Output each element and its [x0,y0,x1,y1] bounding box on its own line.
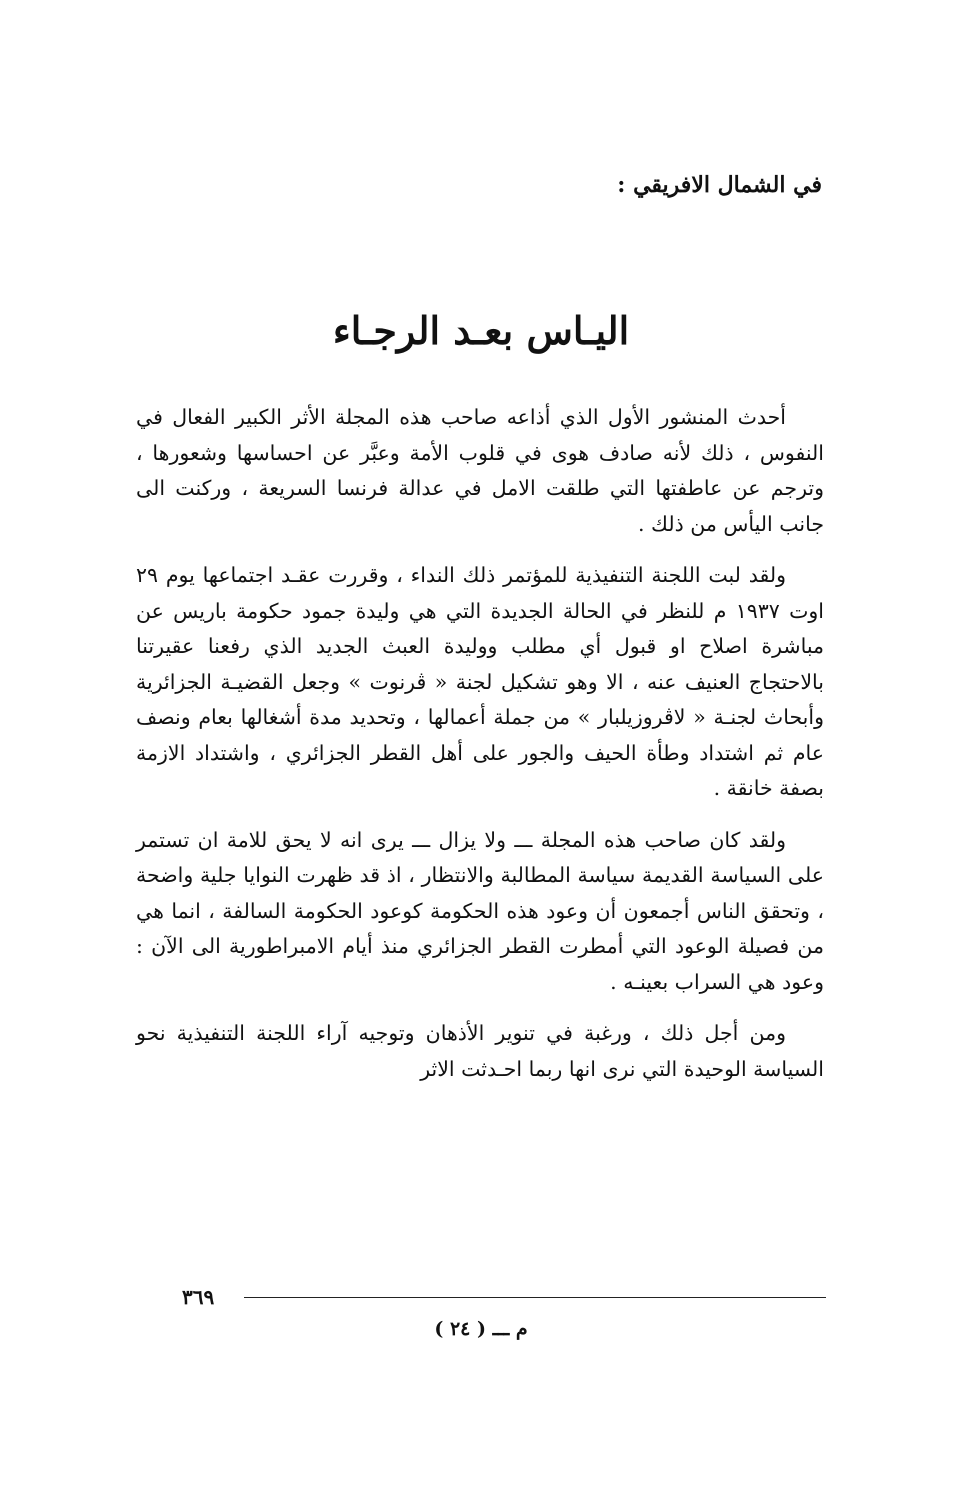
article-body [136,400,824,1103]
paragraph-4: ومن أجل ذلك ، ورغبة في تنوير الأذهان وتوجيه آراء اللجنة التنفيذية نحو السياسة الوحيدة التي نرى انها ربما احـدثت الاثر [136,1021,824,1081]
page-number: ٣٦٩ [182,1285,215,1309]
printer-signature-mark: م ـــ ( ٢٤ ) [434,1318,528,1340]
article-title: اليـاس بعـد الرجـاء [332,308,630,353]
footer-rule [244,1297,826,1298]
section-heading: في الشمال الافريقي : [617,172,822,198]
paragraph-2: ولقد لبت اللجنة التنفيذية للمؤتمر ذلك النداء ، وقررت عقـد اجتماعها يوم ٢٩ اوت ١٩٣٧ م للنظر في الحالة الجديدة التي هي وليدة جمود حكومة باريس عن مباشرة اصلاح او قبول أي مطلب ووليدة العبث الجديد الذي رفعنا عقيرتنا بالاحتجاج العنيف عنه ، الا وهو تشكيل لجنة « ڤرنوت » وجعل القضيـة الجزائرية وأبحاث لجنـة « لاڤروزيلبار » من جملة أعمالها ، وتحديد مدة أشغالها بعام ونصف عام ثم اشتداد وطأة الحيف والجور على أهل القطر الجزائري ، واشتداد الازمة بصفة خانقة . [136,563,824,800]
paragraph-3: ولقد كان صاحب هذه المجلة ـــ ولا يزال ـــ يرى انه لا يحق للامة ان تستمر على السياسة القديمة سياسة المطالبة والانتظار ، اذ قد ظهرت النوايا جلية واضحة ، وتحقق الناس أجمعون أن وعود هذه الحكومة كوعود الحكومة السالفة ، انما هي من فصيلة الوعود التي أمطرت القطر الجزائري منذ أيام الامبراطورية الى الآن : وعود هي السراب بعينـه . [136,827,824,994]
paragraph-1: أحدث المنشور الأول الذي أذاعه صاحب هذه المجلة الأثر الكبير الفعال في النفوس ، ذلك لأنه صادف هوى في قلوب الأمة وعبَّر عن احساسها وشعورها ، وترجم عن عاطفتها التي طلقت الامل في عدالة فرنسا السريعة ، وركنت الى جانب اليأس من ذلك . [136,405,824,536]
